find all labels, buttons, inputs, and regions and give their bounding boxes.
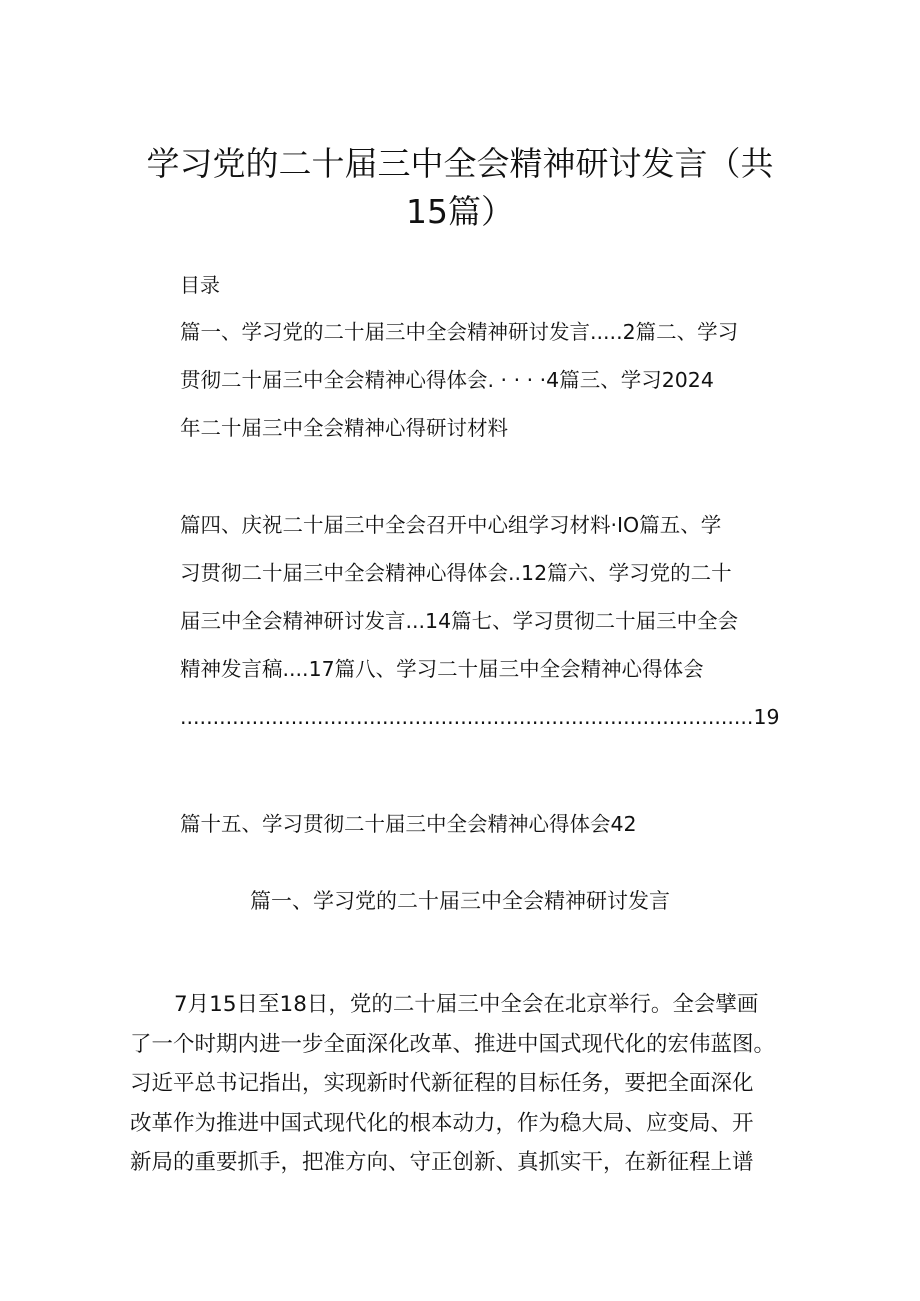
body-line: 改革作为推进中国式现代化的根本动力，作为稳大局、应变局、开 xyxy=(130,1110,754,1136)
body-line: 了一个时期内进一步全面深化改革、推进中国式现代化的宏伟蓝图。 xyxy=(130,1031,776,1057)
toc-line: 篇四、庆祝二十届三中全会召开中心组学习材料·IO篇五、学 xyxy=(180,513,722,537)
toc-line: 篇一、学习党的二十届三中全会精神研讨发言.....2篇二、学习 xyxy=(180,320,739,344)
toc-line: 贯彻二十届三中全会精神心得体会. · · · ·4篇三、学习2024 xyxy=(180,368,714,392)
body-line: 新局的重要抓手，把准方向、守正创新、真抓实干，在新征程上谱 xyxy=(130,1150,754,1175)
toc-line: ........................................................................................19 xyxy=(180,705,780,729)
section-heading: 篇一、学习党的二十届三中全会精神研讨发言 xyxy=(250,889,670,913)
toc-line: 届三中全会精神研讨发言...14篇七、学习贯彻二十届三中全会 xyxy=(180,609,739,633)
document-title-line-2: 15篇） xyxy=(406,192,514,231)
toc-block-1 xyxy=(180,308,800,452)
document-title-line-1: 学习党的二十届三中全会精神研讨发言（共 xyxy=(146,144,774,183)
document-title xyxy=(120,140,800,236)
toc-block-2 xyxy=(180,501,800,741)
body-paragraph xyxy=(130,985,800,1183)
body-line: 习近平总书记指出，实现新时代新征程的目标任务，要把全面深化 xyxy=(130,1071,754,1096)
toc-line: 精神发言稿....17篇八、学习二十届三中全会精神心得体会 xyxy=(180,657,704,681)
toc-last-entry: 篇十五、学习贯彻二十届三中全会精神心得体会42 xyxy=(180,812,637,836)
body-line: 7月15日至18日，党的二十届三中全会在北京举行。全会擘画 xyxy=(174,992,759,1017)
toc-line: 习贯彻二十届三中全会精神心得体会..12篇六、学习党的二十 xyxy=(180,561,732,585)
toc-label: 目录 xyxy=(180,273,220,297)
toc-line: 年二十届三中全会精神心得研讨材料 xyxy=(180,416,508,440)
